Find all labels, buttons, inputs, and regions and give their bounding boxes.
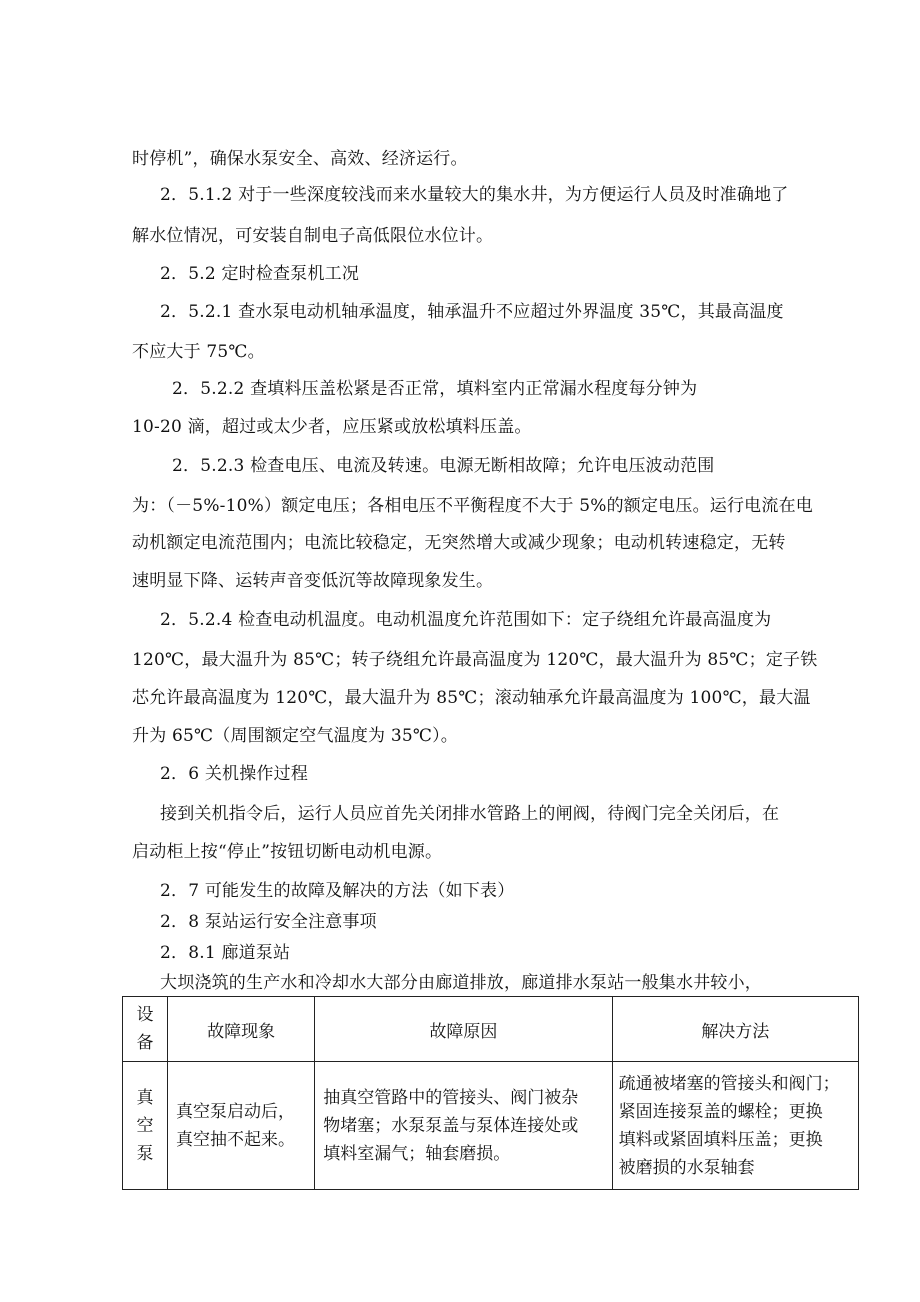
- header-solution: 解决方法: [612, 997, 858, 1062]
- paragraph-line: 120℃，最大温升为 85℃；转子绕组允许最高温度为 120℃，最大温升为 85℃；定子铁: [132, 650, 818, 670]
- paragraph-line: 解水位情况，可安装自制电子高低限位水位计。: [132, 226, 494, 246]
- table-row: [123, 1062, 859, 1190]
- paragraph-line: 时停机”，确保水泵安全、高效、经济运行。: [132, 149, 468, 169]
- section-heading: 2．6 关机操作过程: [160, 764, 309, 784]
- header-equipment: 设 备: [123, 997, 168, 1062]
- table-header-row: [123, 997, 859, 1062]
- paragraph-line: 启动柜上按“停止”按钮切断电动机电源。: [132, 842, 443, 862]
- paragraph-line: 升为 65℃（周围额定空气温度为 35℃）。: [132, 726, 459, 746]
- cell-cause: 抽真空管路中的管接头、阀门被杂 物堵塞；水泵泵盖与泵体连接处或 填料室漏气；轴套磨损。: [315, 1062, 612, 1190]
- paragraph-line: 2．5.2.2 查填料压盖松紧是否正常，填料室内正常漏水程度每分钟为: [172, 379, 698, 399]
- paragraph-line: 2．5.2.1 查水泵电动机轴承温度，轴承温升不应超过外界温度 35℃，其最高温度: [160, 302, 784, 322]
- section-heading: 2．8.1 廊道泵站: [160, 943, 291, 963]
- paragraph-line: 2．5.2.4 检查电动机温度。电动机温度允许范围如下：定子绕组允许最高温度为: [160, 610, 772, 630]
- section-heading: 2．5.2 定时检查泵机工况: [160, 264, 360, 284]
- paragraph-line: 2．5.2.3 检查电压、电流及转速。电源无断相故障；允许电压波动范围: [172, 456, 715, 476]
- paragraph-line: 为：（－5%-10%）额定电压；各相电压不平衡程度不大于 5%的额定电压。运行电流在电: [132, 496, 813, 516]
- paragraph-line: 接到关机指令后，运行人员应首先关闭排水管路上的闸阀，待阀门完全关闭后，在: [160, 804, 780, 824]
- cell-solution: 疏通被堵塞的管接头和阀门； 紧固连接泵盖的螺栓；更换 填料或紧固填料压盖；更换 被磨损的水泵轴套: [612, 1062, 858, 1190]
- paragraph-line: 10-20 滴，超过或太少者，应压紧或放松填料压盖。: [132, 417, 532, 437]
- paragraph-line: 2．5.1.2 对于一些深度较浅而来水量较大的集水井，为方便运行人员及时准确地了: [160, 185, 789, 205]
- header-phenomenon: 故障现象: [168, 997, 315, 1062]
- cell-equipment: 真 空 泵: [123, 1062, 168, 1190]
- paragraph-line: 芯允许最高温度为 120℃，最大温升为 85℃；滚动轴承允许最高温度为 100℃，最大温: [132, 688, 811, 708]
- paragraph-line: 速明显下降、运转声音变低沉等故障现象发生。: [132, 571, 494, 591]
- paragraph-line: 大坝浇筑的生产水和冷却水大部分由廊道排放，廊道排水泵站一般集水井较小，: [160, 973, 762, 993]
- section-heading: 2．8 泵站运行安全注意事项: [160, 912, 377, 932]
- paragraph-line: 不应大于 75℃。: [132, 342, 265, 362]
- header-cause: 故障原因: [315, 997, 612, 1062]
- section-heading: 2．7 可能发生的故障及解决的方法（如下表）: [160, 881, 515, 901]
- cell-phenomenon: 真空泵启动后， 真空抽不起来。: [168, 1062, 315, 1190]
- paragraph-line: 动机额定电流范围内；电流比较稳定，无突然增大或减少现象；电动机转速稳定，无转: [132, 533, 786, 553]
- fault-table: [122, 996, 859, 1190]
